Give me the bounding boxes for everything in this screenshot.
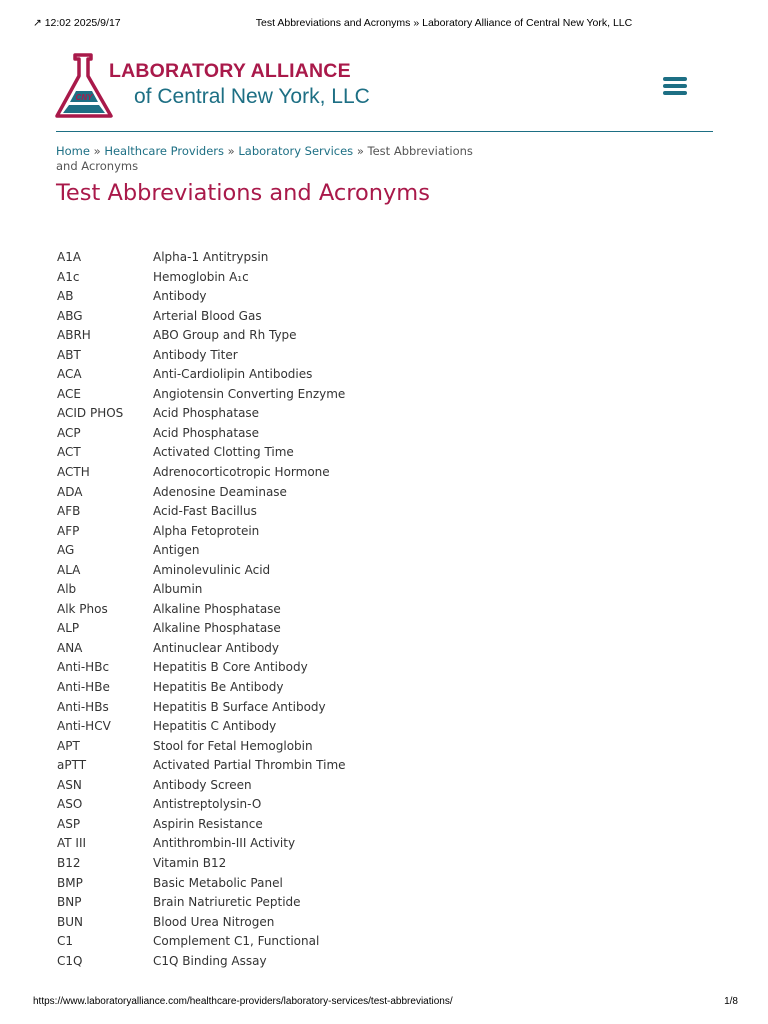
abbreviation-list xyxy=(57,248,457,971)
abbreviation-definition: Hepatitis B Surface Antibody xyxy=(153,699,326,714)
abbreviation-definition: Aminolevulinic Acid xyxy=(153,562,271,577)
logo-title: LABORATORY ALLIANCE xyxy=(109,60,351,82)
abbreviation-definition: Adrenocorticotropic Hormone xyxy=(153,465,330,480)
abbreviation-row xyxy=(57,287,457,307)
abbreviation-definition: Antinuclear Antibody xyxy=(153,640,280,655)
abbreviation-definition: Hepatitis Be Antibody xyxy=(153,680,284,695)
abbreviation-row xyxy=(57,268,457,288)
abbreviation-row xyxy=(57,952,457,972)
abbreviation-row xyxy=(57,307,457,327)
abbreviation-term: ANA xyxy=(57,640,83,655)
abbreviation-row xyxy=(57,737,457,757)
abbreviation-row xyxy=(57,443,457,463)
abbreviation-definition: Complement C1, Functional xyxy=(153,934,320,949)
abbreviation-row xyxy=(57,619,457,639)
abbreviation-row xyxy=(57,932,457,952)
abbreviation-row xyxy=(57,326,457,346)
abbreviation-definition: Antibody Titer xyxy=(153,347,238,362)
abbreviation-term: AG xyxy=(57,543,75,558)
abbreviation-definition: Basic Metabolic Panel xyxy=(153,875,283,890)
abbreviation-definition: Antibody Screen xyxy=(153,777,252,792)
abbreviation-definition: Activated Partial Thrombin Time xyxy=(153,758,346,773)
abbreviation-term: C1Q xyxy=(57,953,83,968)
abbreviation-term: Alk Phos xyxy=(57,601,108,616)
abbreviation-term: ALP xyxy=(57,621,80,636)
print-header xyxy=(0,17,768,31)
abbreviation-term: ACID PHOS xyxy=(57,406,124,421)
abbreviation-term: BMP xyxy=(57,875,83,890)
breadcrumb-separator: » xyxy=(89,144,105,158)
abbreviation-row xyxy=(57,541,457,561)
abbreviation-term: BUN xyxy=(57,914,83,929)
abbreviation-definition: Acid-Fast Bacillus xyxy=(153,504,257,519)
abbreviation-definition: Antibody xyxy=(153,289,207,304)
abbreviation-definition: Angiotensin Converting Enzyme xyxy=(153,386,346,401)
abbreviation-row xyxy=(57,815,457,835)
menu-bar xyxy=(663,91,687,95)
abbreviation-term: ASO xyxy=(57,797,83,812)
print-url: https://www.laboratoryalliance.com/healthcare-providers/laboratory-services/test-abbreviations/ xyxy=(33,996,453,1007)
abbreviation-definition: Hepatitis B Core Antibody xyxy=(153,660,308,675)
abbreviation-term: AFB xyxy=(57,504,81,519)
abbreviation-term: ACP xyxy=(57,425,81,440)
abbreviation-row xyxy=(57,717,457,737)
print-footer xyxy=(0,996,768,1010)
abbreviation-row xyxy=(57,522,457,542)
abbreviation-definition: Adenosine Deaminase xyxy=(153,484,287,499)
abbreviation-definition: Alkaline Phosphatase xyxy=(153,621,281,636)
abbreviation-term: AT III xyxy=(57,836,87,851)
abbreviation-row xyxy=(57,502,457,522)
abbreviation-row xyxy=(57,580,457,600)
menu-bar xyxy=(663,77,687,81)
abbreviation-row xyxy=(57,424,457,444)
abbreviation-row xyxy=(57,561,457,581)
flask-logo-icon xyxy=(55,52,117,122)
abbreviation-row xyxy=(57,834,457,854)
abbreviation-row xyxy=(57,678,457,698)
page-title: Test Abbreviations and Acronyms xyxy=(56,180,430,206)
breadcrumb-current: Test Abbreviations and Acronyms xyxy=(56,144,473,173)
menu-bar xyxy=(663,84,687,88)
abbreviation-term: ACA xyxy=(57,367,82,382)
abbreviation-definition: Hepatitis C Antibody xyxy=(153,719,277,734)
breadcrumb-separator: » xyxy=(224,144,239,158)
abbreviation-definition: Brain Natriuretic Peptide xyxy=(153,895,301,910)
abbreviation-term: ACTH xyxy=(57,465,90,480)
abbreviation-row xyxy=(57,346,457,366)
abbreviation-term: ADA xyxy=(57,484,83,499)
abbreviation-term: AB xyxy=(57,289,74,304)
abbreviation-definition: Aspirin Resistance xyxy=(153,816,263,831)
abbreviation-row xyxy=(57,893,457,913)
abbreviation-definition: Antithrombin-III Activity xyxy=(153,836,296,851)
abbreviation-row xyxy=(57,913,457,933)
abbreviation-row xyxy=(57,600,457,620)
print-document-title: Test Abbreviations and Acronyms » Laboratory Alliance of Central New York, LLC xyxy=(255,17,633,29)
print-timestamp: ↗ 12:02 2025/9/17 xyxy=(33,17,121,29)
abbreviation-definition: Alpha Fetoprotein xyxy=(153,523,260,538)
abbreviation-row xyxy=(57,698,457,718)
abbreviation-row xyxy=(57,248,457,268)
hamburger-menu-icon[interactable] xyxy=(660,74,690,98)
abbreviation-definition: Acid Phosphatase xyxy=(153,425,260,440)
abbreviation-definition: Arterial Blood Gas xyxy=(153,308,262,323)
abbreviation-definition: Activated Clotting Time xyxy=(153,445,294,460)
abbreviation-row xyxy=(57,854,457,874)
abbreviation-row xyxy=(57,795,457,815)
abbreviation-row xyxy=(57,776,457,796)
breadcrumb-home-link[interactable]: Home xyxy=(56,144,90,158)
abbreviation-term: ASP xyxy=(57,816,81,831)
abbreviation-row xyxy=(57,874,457,894)
header-divider xyxy=(56,131,713,132)
abbreviation-term: ACE xyxy=(57,386,81,401)
abbreviation-definition: C1Q Binding Assay xyxy=(153,953,267,968)
abbreviation-term: aPTT xyxy=(57,758,87,773)
logo-subtitle: of Central New York, LLC xyxy=(134,85,370,108)
abbreviation-definition: Vitamin B12 xyxy=(153,855,227,870)
abbreviation-row xyxy=(57,483,457,503)
abbreviation-definition: Hemoglobin A₁c xyxy=(153,269,249,284)
abbreviation-term: ASN xyxy=(57,777,82,792)
abbreviation-term: Alb xyxy=(57,582,77,597)
abbreviation-definition: Blood Urea Nitrogen xyxy=(153,914,275,929)
abbreviation-term: Anti-HBe xyxy=(57,680,110,695)
abbreviation-row xyxy=(57,756,457,776)
abbreviation-term: Anti-HBs xyxy=(57,699,109,714)
abbreviation-term: Anti-HCV xyxy=(57,719,111,734)
print-page-number: 1/8 xyxy=(724,996,738,1007)
abbreviation-definition: Alkaline Phosphatase xyxy=(153,601,281,616)
abbreviation-term: BNP xyxy=(57,895,82,910)
abbreviation-term: APT xyxy=(57,738,80,753)
abbreviation-definition: Alpha-1 Antitrypsin xyxy=(153,250,269,264)
logo-badge-text: CNY xyxy=(75,93,93,102)
abbreviation-term: ACT xyxy=(57,445,81,460)
abbreviation-row xyxy=(57,658,457,678)
abbreviation-term: ABRH xyxy=(57,328,91,343)
breadcrumb xyxy=(56,144,496,174)
abbreviation-definition: Albumin xyxy=(153,582,203,597)
abbreviation-definition: ABO Group and Rh Type xyxy=(153,328,297,343)
abbreviation-term: A1c xyxy=(57,269,80,284)
abbreviation-term: Anti-HBc xyxy=(57,660,110,675)
abbreviation-term: ABG xyxy=(57,308,83,323)
abbreviation-definition: Anti-Cardiolipin Antibodies xyxy=(153,367,313,382)
abbreviation-row xyxy=(57,463,457,483)
abbreviation-definition: Stool for Fetal Hemoglobin xyxy=(153,738,313,753)
abbreviation-row xyxy=(57,365,457,385)
site-logo[interactable] xyxy=(55,52,375,122)
breadcrumb-laboratory-services-link[interactable]: Laboratory Services xyxy=(238,144,354,158)
breadcrumb-separator: » xyxy=(353,144,368,158)
abbreviation-term: ABT xyxy=(57,347,81,362)
abbreviation-row xyxy=(57,404,457,424)
abbreviation-term: C1 xyxy=(57,934,74,949)
abbreviation-term: B12 xyxy=(57,855,81,870)
abbreviation-term: A1A xyxy=(57,250,82,264)
abbreviation-definition: Antigen xyxy=(153,543,200,558)
abbreviation-row xyxy=(57,639,457,659)
abbreviation-term: ALA xyxy=(57,562,81,577)
abbreviation-definition: Antistreptolysin-O xyxy=(153,797,262,812)
breadcrumb-healthcare-providers-link[interactable]: Healthcare Providers xyxy=(104,144,225,158)
abbreviation-definition: Acid Phosphatase xyxy=(153,406,260,421)
abbreviation-term: AFP xyxy=(57,523,80,538)
abbreviation-row xyxy=(57,385,457,405)
